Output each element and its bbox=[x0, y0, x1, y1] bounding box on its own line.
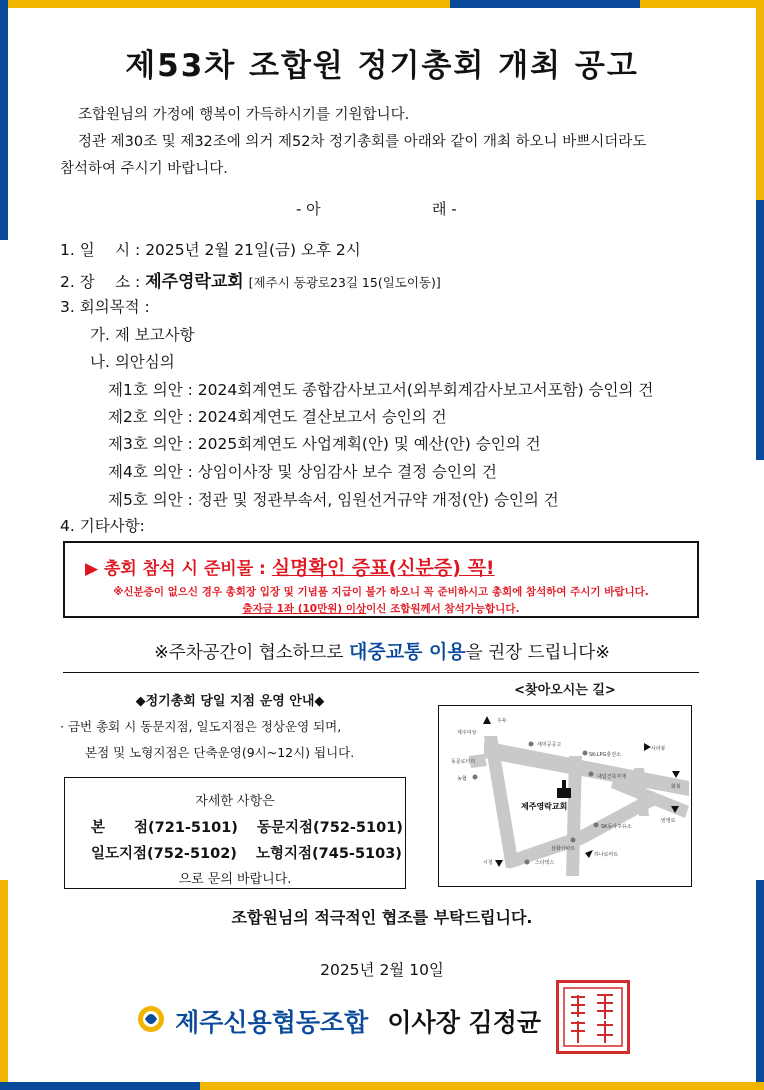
map-label-starbucks: 스타벅스 bbox=[535, 860, 555, 866]
branch-line-2: 본점 및 노형지점은 단축운영(9시~12시) 됩니다. bbox=[85, 745, 355, 760]
agenda-item-1: 제1호 의안 : 2024회계연도 종합감사보고서(외부회계감사보고서포함) 승인의 건 bbox=[108, 381, 654, 399]
contact-tail: 으로 문의 바랍니다. bbox=[178, 872, 292, 887]
agenda-item-2: 제2호 의안 : 2024회계연도 결산보고서 승인의 건 bbox=[108, 408, 447, 426]
map-label-hana: 하나로마트 bbox=[594, 852, 619, 858]
location-map bbox=[438, 705, 692, 887]
map-label-nonghyup: 농협 bbox=[457, 776, 467, 782]
agenda-item-4: 제4호 의안 : 상임이사장 및 상임감사 보수 결정 승인의 건 bbox=[108, 463, 497, 481]
map-label-sanghwa: 삼화아파트 bbox=[551, 846, 576, 852]
parking-notice bbox=[0, 637, 764, 664]
notice-box bbox=[63, 541, 699, 618]
chairman-name: 이사장 김정균 bbox=[387, 1008, 541, 1037]
divider bbox=[63, 672, 699, 673]
notice-sub-1: ※신분증이 없으신 경우 총회장 입장 및 기념품 지급이 불가 하오니 꼭 준비하시고 총회에 참석하여 주시기 바랍니다. bbox=[113, 586, 649, 598]
parking-pre: ※주차공간이 협소하므로 bbox=[154, 643, 344, 663]
agenda-heading: 나. 의안심의 bbox=[90, 353, 175, 371]
frame-right-yellow bbox=[756, 0, 764, 200]
notice-sub-2-rest: 이신 조합원께서 참석가능합니다. bbox=[366, 603, 520, 615]
map-label-city: 시청 bbox=[483, 860, 493, 866]
place-address: [제주시 동광로23길 15(일도이동)] bbox=[248, 275, 441, 290]
below-right: 래 - bbox=[432, 200, 457, 218]
contact-ildo: 일도지점(752-5102) bbox=[91, 846, 237, 862]
frame-top-yellow bbox=[0, 0, 450, 8]
map-label-dongmun: 동문로터리 bbox=[451, 759, 476, 765]
credit-union-logo-icon bbox=[136, 1004, 166, 1038]
map-title: <찾아오시는 길> bbox=[514, 683, 616, 698]
map-marker-5 bbox=[594, 823, 599, 828]
branch-line-1: · 금번 총회 시 동문지점, 일도지점은 정상운영 되며, bbox=[60, 719, 342, 734]
item-place bbox=[60, 267, 441, 292]
notice-highlight: 실명확인 증표(신분증) 꼭! bbox=[271, 557, 495, 579]
map-arrow-hana-icon bbox=[585, 850, 593, 858]
place-label: 2. 장 소 : bbox=[60, 273, 141, 291]
map-marker-2 bbox=[583, 751, 588, 756]
frame-bottom-yellow bbox=[200, 1082, 764, 1090]
notice-date: 2025년 2월 10일 bbox=[320, 961, 444, 979]
page-title: 제53차 조합원 정기총회 개최 공고 bbox=[125, 48, 639, 84]
other-label: 4. 기타사항: bbox=[60, 517, 145, 535]
report-item: 가. 제 보고사항 bbox=[90, 326, 195, 344]
organization-name: 제주신용협동조합 bbox=[175, 1008, 369, 1037]
intro-line-2: 정관 제30조 및 제32조에 의거 제52차 정기총회를 아래와 같이 개최 하오니 바쁘시더라도 bbox=[78, 134, 647, 150]
arrow-icon: ▶ bbox=[85, 559, 99, 579]
item-date bbox=[60, 238, 361, 260]
parking-highlight: 대중교통 이용 bbox=[348, 641, 466, 663]
notice-main bbox=[85, 553, 495, 580]
branch-title: ◆정기총회 당일 지점 운영 안내◆ bbox=[135, 694, 325, 709]
date-value: 2025년 2월 21일(금) 오후 2시 bbox=[145, 241, 361, 259]
map-label-hwabuk: 화북 bbox=[671, 784, 681, 790]
agenda-item-5: 제5호 의안 : 정관 및 정관부속서, 임원선거규약 개정(안) 승인의 건 bbox=[108, 491, 559, 509]
map-label-woosu: 우두 bbox=[497, 718, 507, 724]
official-seal-stamp bbox=[556, 980, 630, 1054]
map-label-daeseong: 대림건축자재 bbox=[597, 774, 626, 780]
date-label: 1. 일 시 : bbox=[60, 241, 141, 259]
notice-sub-2 bbox=[65, 601, 697, 616]
contact-main-branch: 본 점(721-5101) bbox=[91, 820, 238, 836]
contact-row-2 bbox=[91, 842, 402, 863]
map-label-semi: 세미공공고 bbox=[537, 742, 562, 748]
map-label-jeju-market: 제주여상 bbox=[457, 730, 477, 736]
frame-left-blue bbox=[0, 0, 8, 240]
place-value: 제주영락교회 bbox=[145, 272, 244, 292]
purpose-label: 3. 회의목적 : bbox=[60, 298, 150, 316]
below-left: - 아 bbox=[296, 200, 321, 218]
closing-text: 조합원님의 적극적인 협조를 부탁드립니다. bbox=[231, 908, 533, 927]
parking-post: 을 권장 드립니다※ bbox=[465, 643, 610, 663]
agenda-item-3: 제3호 의안 : 2025회계연도 사업계획(안) 및 예산(안) 승인의 건 bbox=[108, 435, 541, 453]
map-svg bbox=[439, 706, 691, 886]
map-marker-1 bbox=[529, 742, 534, 747]
map-arrow-sarabong-icon bbox=[644, 743, 651, 751]
map-marker-6 bbox=[571, 838, 576, 843]
map-label-sarabong: 사라봉 bbox=[651, 746, 666, 752]
map-road-5 bbox=[566, 756, 582, 876]
contact-dongmun: 동문지점(752-5101) bbox=[256, 820, 403, 836]
map-arrow-hwabuk-icon bbox=[672, 771, 680, 778]
map-marker-7 bbox=[525, 860, 530, 865]
frame-right-blue bbox=[756, 200, 764, 460]
map-label-sk-gas: SK동아주유소 bbox=[601, 824, 632, 830]
contact-head: 자세한 사항은 bbox=[195, 794, 275, 809]
map-label-sk-lpg: SK-LPG충전소 bbox=[589, 752, 621, 758]
map-church-label: 제주영락교회 bbox=[521, 802, 568, 811]
frame-bottom-blue bbox=[0, 1082, 200, 1090]
map-arrow-city-icon bbox=[495, 860, 503, 867]
notice-sub-2-underline: 출자금 1좌 (10만원) 이상 bbox=[242, 603, 367, 615]
frame-top-yellow-right bbox=[640, 0, 764, 8]
map-north-arrow-icon bbox=[483, 716, 491, 724]
map-label-beonyeong: 번영로 bbox=[661, 818, 676, 824]
contact-nohyeong: 노형지점(745-5103) bbox=[256, 846, 402, 862]
organization-signature bbox=[136, 1003, 541, 1039]
map-marker-4 bbox=[589, 772, 594, 777]
contact-row-1 bbox=[91, 816, 403, 837]
contact-box bbox=[64, 777, 406, 889]
notice-prefix: 총회 참석 시 준비물 : bbox=[104, 559, 266, 579]
map-marker-3 bbox=[473, 775, 478, 780]
intro-line-1: 조합원님의 가정에 행복이 가득하시기를 기원합니다. bbox=[78, 107, 410, 123]
intro-line-3: 참석하여 주시기 바랍니다. bbox=[60, 161, 228, 177]
intro-text bbox=[60, 102, 720, 183]
